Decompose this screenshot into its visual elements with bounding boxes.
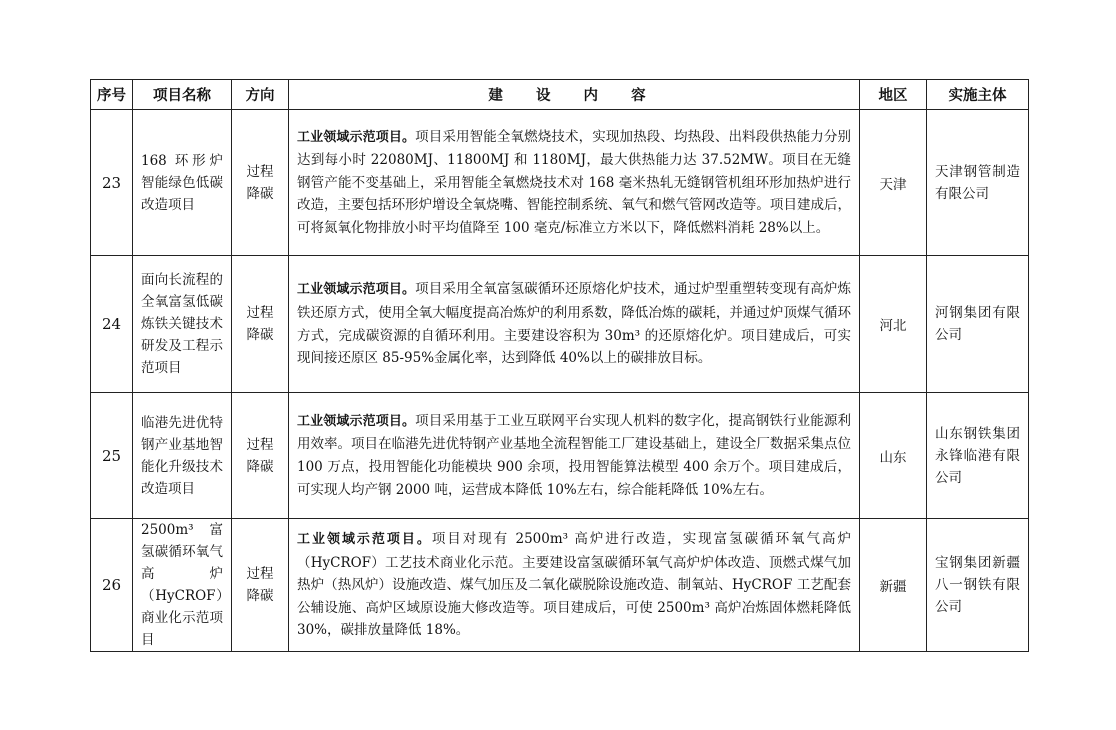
direction-line-2: 降碳 xyxy=(246,185,274,202)
row-project-name: 面向长流程的全氧富氢低碳炼铁关键技术研发及工程示范项目 xyxy=(133,256,232,393)
row-region: 山东 xyxy=(860,393,927,519)
header-entity: 实施主体 xyxy=(927,80,1029,110)
direction-line-1: 过程 xyxy=(246,566,274,582)
direction-line-1: 过程 xyxy=(246,436,274,453)
row-no: 26 xyxy=(91,519,133,652)
row-content xyxy=(289,519,860,652)
content-lead: 工业领域示范项目。 xyxy=(297,532,432,548)
row-no: 23 xyxy=(91,110,133,256)
table-row xyxy=(91,256,1029,393)
direction-line-2: 降碳 xyxy=(246,327,274,343)
content-text: 项目采用全氧富氢碳循环还原熔化炉技术，通过炉型重塑转变现有高炉炼铁还原方式，使用全氧大幅度提高冶炼炉的利用系数，降低冶炼的碳耗，并通过炉顶煤气循环方式，完成碳资源的自循环利用。主要建设容积为 30m³ 的还原熔化炉。项目建成后，可实现间接还原区 85-95%金属化率，达到降低 40%以上的碳排放目标。 xyxy=(297,281,851,367)
row-project-name: 168 环形炉智能绿色低碳改造项目 xyxy=(133,110,232,256)
header-no: 序号 xyxy=(91,80,133,110)
header-content: 建 设 内 容 xyxy=(289,80,860,110)
row-project-name: 临港先进优特钢产业基地智能化升级技术改造项目 xyxy=(133,393,232,519)
row-entity: 河钢集团有限公司 xyxy=(927,256,1029,393)
direction-line-1: 过程 xyxy=(246,163,274,180)
header-direction: 方向 xyxy=(232,80,289,110)
project-table xyxy=(90,79,1029,652)
row-region: 河北 xyxy=(860,256,927,393)
row-direction xyxy=(232,393,289,519)
content-lead: 工业领域示范项目。 xyxy=(297,282,416,298)
direction-line-2: 降碳 xyxy=(246,458,274,475)
row-entity: 山东钢铁集团永锋临港有限公司 xyxy=(927,393,1029,519)
row-direction xyxy=(232,519,289,652)
table-row xyxy=(91,110,1029,256)
direction-line-2: 降碳 xyxy=(246,588,274,604)
header-name: 项目名称 xyxy=(133,80,232,110)
row-content xyxy=(289,393,860,519)
header-region: 地区 xyxy=(860,80,927,110)
content-text: 项目采用智能全氧燃烧技术，实现加热段、均热段、出料段供热能力分别达到每小时 22080MJ、11800MJ 和 1180MJ，最大供热能力达 37.52MW。项目在无缝钢管产能不变基础上，采用智能全氧燃烧技术对 168 毫米热轧无缝钢管机组环形加热炉进行改造，主要包括环形炉增设全氧烧嘴、智能控制系统、氧气和燃气管网改造等。项目建成后，可将氮氧化物排放小时平均值降至 100 毫克/标准立方米以下，降低燃料消耗 28%以上。 xyxy=(297,128,851,236)
row-no: 24 xyxy=(91,256,133,393)
table-row xyxy=(91,519,1029,652)
row-direction xyxy=(232,110,289,256)
row-entity: 宝钢集团新疆八一钢铁有限公司 xyxy=(927,519,1029,652)
row-no: 25 xyxy=(91,393,133,519)
row-project-name: 2500m³ 富氢碳循环氧气高炉（HyCROF）商业化示范项目 xyxy=(133,519,232,652)
row-region: 新疆 xyxy=(860,519,927,652)
direction-line-1: 过程 xyxy=(246,305,274,321)
row-direction xyxy=(232,256,289,393)
row-region: 天津 xyxy=(860,110,927,256)
table-row xyxy=(91,393,1029,519)
row-content xyxy=(289,256,860,393)
row-content xyxy=(289,110,860,256)
table-header-row xyxy=(91,80,1029,110)
content-text: 项目对现有 2500m³ 高炉进行改造，实现富氢碳循环氧气高炉（HyCROF）工艺技术商业化示范。主要建设富氢碳循环氧气高炉炉体改造、顶燃式煤气加热炉（热风炉）设施改造、煤气加压及二氧化碳脱除设施改造、制氧站、HyCROF 工艺配套公辅设施、高炉区域原设施大修改造等。项目建成后，可使 2500m³ 高炉冶炼固体燃耗降低 30%，碳排放量降低 18%。 xyxy=(297,531,851,639)
row-entity: 天津钢管制造有限公司 xyxy=(927,110,1029,256)
content-lead: 工业领域示范项目。 xyxy=(297,413,416,429)
content-text: 项目采用基于工业互联网平台实现人机料的数字化，提高钢铁行业能源利用效率。项目在临港先进优特钢产业基地全流程智能工厂建设基础上，建设全厂数据采集点位 100 万点，投用智能化功能模块 900 余项，投用智能算法模型 400 余万个。项目建成后，可实现人均产钢 2000 吨，运营成本降低 10%左右，综合能耗降低 10%左右。 xyxy=(297,412,851,498)
content-lead: 工业领域示范项目。 xyxy=(297,129,416,145)
